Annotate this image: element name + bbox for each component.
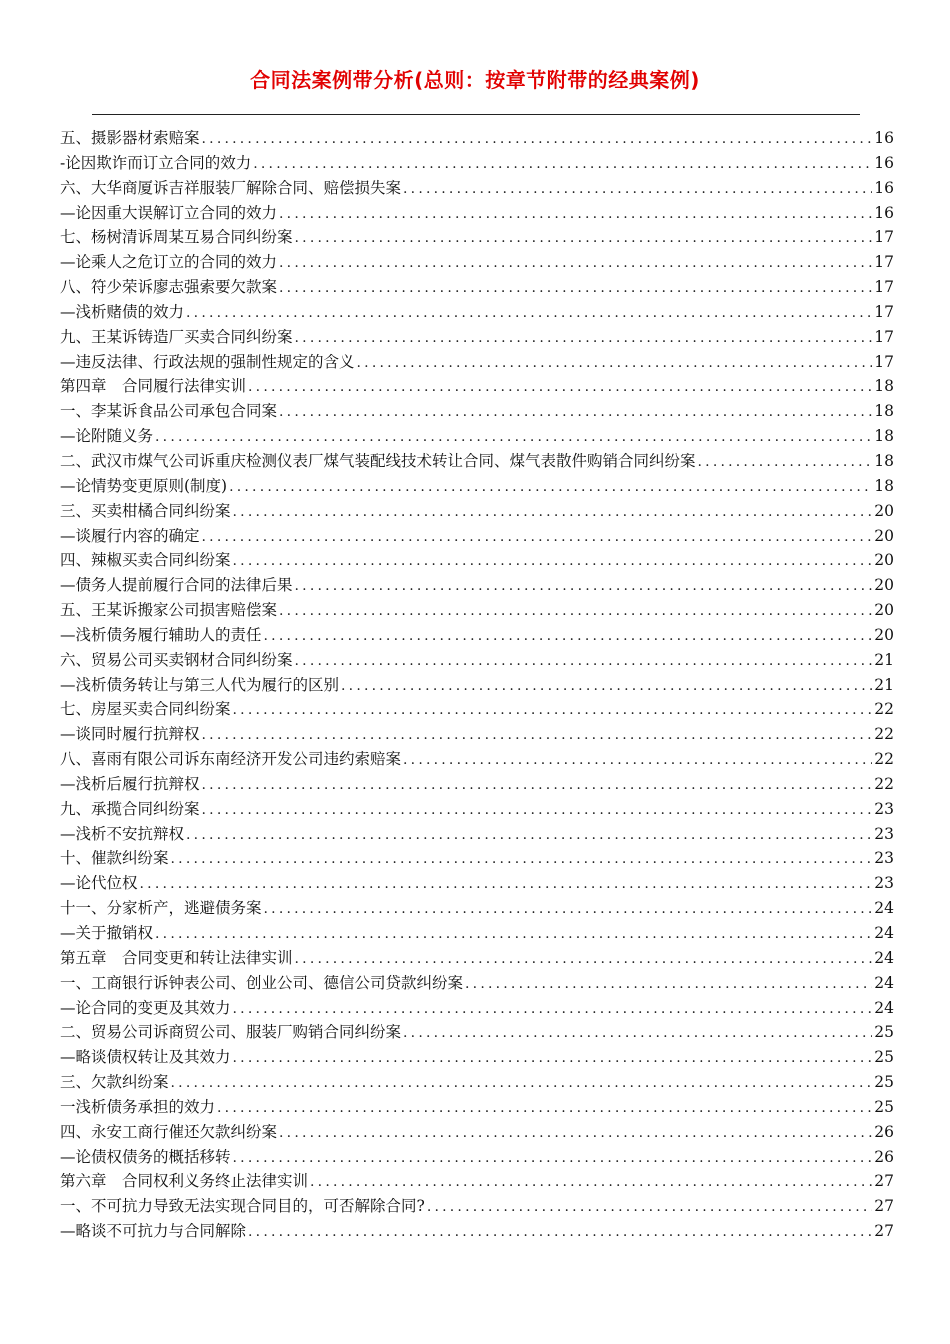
toc-entry-title: 十、催款纠纷案 (60, 849, 169, 868)
toc-page-number: 18 (874, 451, 894, 470)
toc-entry-title: 三、欠款纠纷案 (60, 1073, 169, 1092)
toc-page-number: 26 (874, 1122, 894, 1141)
toc-entry[interactable] (60, 846, 894, 871)
toc-page-number: 25 (874, 1048, 894, 1067)
toc-page-number: 26 (874, 1147, 894, 1166)
toc-dot-leader (279, 202, 872, 227)
toc-entry-title: —浅析赌债的效力 (60, 302, 185, 321)
toc-entry[interactable] (60, 1095, 894, 1120)
toc-dot-leader (295, 326, 873, 351)
toc-page-number: 17 (874, 278, 894, 297)
toc-entry-title: 五、摄影器材索赔案 (60, 129, 200, 147)
toc-dot-leader (279, 1121, 872, 1146)
toc-entry-title: 七、杨树清诉周某互易合同纠纷案 (60, 228, 293, 247)
toc-page-number: 25 (874, 1097, 894, 1116)
toc-entry[interactable] (60, 1045, 894, 1070)
toc-dot-leader (186, 823, 872, 848)
toc-page-number: 17 (874, 352, 894, 371)
toc-entry[interactable] (60, 126, 894, 151)
toc-page-number: 20 (874, 601, 894, 620)
toc-page-number: 24 (874, 899, 894, 918)
toc-dot-leader (233, 500, 873, 525)
toc-dot-leader (295, 649, 873, 674)
toc-dot-leader (264, 897, 873, 922)
toc-page-number: 24 (874, 924, 894, 942)
toc-dot-leader (233, 997, 873, 1022)
toc-entry-title: 一浅析债务承担的效力 (60, 1097, 216, 1116)
toc-page-number: 20 (874, 625, 894, 644)
toc-entry-title: 二、贸易公司诉商贸公司、服装厂购销合同纠纷案 (60, 1023, 402, 1042)
toc-page-number: 20 (874, 551, 894, 570)
toc-page-number: 23 (874, 874, 894, 893)
toc-entry[interactable] (60, 474, 894, 499)
toc-page-number: 25 (874, 1023, 894, 1042)
toc-entry[interactable] (60, 722, 894, 747)
toc-entry-title: 十一、分家析产，逃避债务案 (60, 899, 262, 918)
toc-entry-title: 一、不可抗力导致无法实现合同目的，可否解除合同? (60, 1197, 425, 1216)
toc-dot-leader (202, 127, 873, 152)
toc-entry[interactable] (60, 1219, 894, 1244)
toc-dot-leader (403, 748, 872, 773)
toc-dot-leader (264, 624, 873, 649)
toc-page-number: 27 (874, 1172, 894, 1191)
toc-entry[interactable] (60, 300, 894, 325)
toc-dot-leader (248, 1220, 872, 1245)
toc-entry-title: 六、贸易公司买卖钢材合同纠纷案 (60, 650, 293, 669)
toc-entry[interactable] (60, 449, 894, 474)
toc-entry[interactable] (60, 374, 894, 399)
toc-entry-title: —债务人提前履行合同的法律后果 (60, 576, 293, 595)
toc-entry-title: 二、武汉市煤气公司诉重庆检测仪表厂煤气装配线技术转让合同、煤气表散件购销合同纠纷案 (60, 451, 696, 470)
toc-entry[interactable] (60, 1120, 894, 1145)
toc-page-number: 27 (874, 1197, 894, 1216)
toc-entry[interactable] (60, 871, 894, 896)
toc-entry[interactable] (60, 1145, 894, 1170)
toc-entry-title: —略谈不可抗力与合同解除 (60, 1222, 247, 1241)
toc-page-number: 21 (874, 650, 894, 669)
toc-entry[interactable] (60, 822, 894, 847)
toc-entry-title: —略谈债权转让及其效力 (60, 1048, 231, 1067)
toc-entry[interactable] (60, 896, 894, 921)
toc-entry[interactable] (60, 499, 894, 524)
toc-entry-title: 四、永安工商行催还欠款纠纷案 (60, 1122, 278, 1141)
toc-dot-leader (279, 276, 872, 301)
toc-entry-title: —论因重大误解订立合同的效力 (60, 203, 278, 222)
toc-entry-title: 九、承揽合同纠纷案 (60, 799, 200, 818)
toc-page-number: 24 (874, 998, 894, 1017)
toc-entry[interactable] (60, 797, 894, 822)
toc-page-number: 18 (874, 377, 894, 396)
toc-dot-leader (341, 674, 872, 699)
toc-entry-title: —论乘人之危订立的合同的效力 (60, 253, 278, 272)
toc-page-number: 16 (874, 203, 894, 222)
toc-dot-leader (295, 574, 873, 599)
toc-entry[interactable] (60, 971, 894, 996)
toc-dot-leader (357, 351, 873, 376)
toc-dot-leader (233, 549, 873, 574)
toc-entry[interactable] (60, 747, 894, 772)
toc-page-number: 23 (874, 849, 894, 868)
toc-entry-title: 第四章 合同履行法律实训 (60, 377, 247, 396)
toc-dot-leader (171, 1071, 873, 1096)
toc-dot-leader (217, 1096, 872, 1121)
toc-entry[interactable] (60, 1169, 894, 1194)
toc-entry-title: —谈同时履行抗辩权 (60, 725, 200, 744)
toc-dot-leader (698, 450, 873, 475)
toc-dot-leader (229, 475, 872, 500)
toc-dot-leader (403, 177, 872, 202)
document-title: 合同法案例带分析(总则：按章节附带的经典案例) (250, 68, 700, 92)
toc-entry[interactable] (60, 921, 894, 946)
toc-entry[interactable] (60, 350, 894, 375)
toc-dot-leader (155, 425, 872, 450)
toc-page-number: 22 (874, 725, 894, 744)
toc-page-number: 21 (874, 675, 894, 694)
toc-dot-leader (279, 599, 872, 624)
toc-dot-leader (253, 152, 872, 177)
toc-dot-leader (171, 847, 873, 872)
toc-entry[interactable] (60, 424, 894, 449)
toc-entry[interactable] (60, 598, 894, 623)
toc-entry[interactable] (60, 225, 894, 250)
toc-page-number: 17 (874, 302, 894, 321)
toc-entry-title: 六、大华商厦诉吉祥服装厂解除合同、赔偿损失案 (60, 178, 402, 197)
toc-page-number: 23 (874, 824, 894, 843)
toc-page-number: 24 (874, 948, 894, 967)
toc-page-number: 17 (874, 327, 894, 346)
toc-entry[interactable] (60, 548, 894, 573)
toc-page-number: 18 (874, 402, 894, 421)
title-divider (92, 114, 860, 115)
toc-dot-leader (202, 525, 873, 550)
toc-page-number: 25 (874, 1073, 894, 1092)
toc-dot-leader (310, 1170, 872, 1195)
toc-page-number: 20 (874, 576, 894, 595)
toc-page-number: 17 (874, 253, 894, 272)
toc-entry[interactable] (60, 524, 894, 549)
toc-page-number: 22 (874, 774, 894, 793)
toc-entry-title: —违反法律、行政法规的强制性规定的含义 (60, 352, 355, 371)
toc-entry-title: —关于撤销权 (60, 924, 154, 942)
toc-entry-title: —浅析后履行抗辩权 (60, 774, 200, 793)
toc-entry[interactable] (60, 573, 894, 598)
toc-entry-title: 一、工商银行诉钟表公司、创业公司、德信公司贷款纠纷案 (60, 973, 464, 992)
toc-page-number: 27 (874, 1222, 894, 1241)
toc-dot-leader (186, 301, 872, 326)
toc-dot-leader (279, 251, 872, 276)
toc-entry-title: —论债权债务的概括移转 (60, 1147, 231, 1166)
toc-entry[interactable] (60, 176, 894, 201)
toc-entry[interactable] (60, 275, 894, 300)
toc-entry-title: —浅析债务履行辅助人的责任 (60, 625, 262, 644)
toc-dot-leader (155, 922, 872, 947)
toc-entry-title: 三、买卖柑橘合同纠纷案 (60, 501, 231, 520)
toc-dot-leader (295, 947, 873, 972)
toc-dot-leader (248, 375, 872, 400)
toc-entry-title: 四、辣椒买卖合同纠纷案 (60, 551, 231, 570)
toc-entry-title: 九、王某诉铸造厂买卖合同纠纷案 (60, 327, 293, 346)
toc-entry-title: -论因欺诈而订立合同的效力 (60, 153, 252, 172)
toc-dot-leader (427, 1195, 872, 1220)
toc-entry[interactable] (60, 772, 894, 797)
toc-page-number: 20 (874, 526, 894, 545)
toc-entry-title: 八、喜雨有限公司诉东南经济开发公司违约索赔案 (60, 750, 402, 769)
toc-entry-title: 五、王某诉搬家公司损害赔偿案 (60, 601, 278, 620)
toc-entry[interactable] (60, 325, 894, 350)
toc-dot-leader (465, 972, 872, 997)
toc-entry[interactable] (60, 673, 894, 698)
toc-page-number: 18 (874, 427, 894, 446)
toc-entry[interactable] (60, 996, 894, 1021)
toc-entry-title: —浅析债务转让与第三人代为履行的区别 (60, 675, 340, 694)
toc-dot-leader (202, 773, 873, 798)
toc-page-number: 24 (874, 973, 894, 992)
toc-page-number: 17 (874, 228, 894, 247)
toc-dot-leader (403, 1021, 872, 1046)
toc-entry-title: —论附随义务 (60, 427, 154, 446)
toc-page-number: 16 (874, 129, 894, 147)
toc-entry[interactable] (60, 1070, 894, 1095)
toc-entry[interactable] (60, 1194, 894, 1219)
toc-entry-title: 一、李某诉食品公司承包合同案 (60, 402, 278, 421)
toc-page-number: 22 (874, 750, 894, 769)
toc-entry[interactable] (60, 250, 894, 275)
toc-entry[interactable] (60, 399, 894, 424)
toc-entry[interactable] (60, 623, 894, 648)
toc-entry-title: —谈履行内容的确定 (60, 526, 200, 545)
toc-entry-title: 第五章 合同变更和转让法律实训 (60, 948, 293, 967)
toc-dot-leader (202, 798, 873, 823)
toc-dot-leader (233, 1146, 873, 1171)
toc-dot-leader (140, 872, 873, 897)
toc-entry[interactable] (60, 1020, 894, 1045)
toc-entry-title: —论情势变更原则(制度) (60, 476, 228, 495)
toc-dot-leader (202, 723, 873, 748)
toc-dot-leader (233, 1046, 873, 1071)
toc-entry-title: 第六章 合同权利义务终止法律实训 (60, 1172, 309, 1191)
toc-dot-leader (279, 400, 872, 425)
toc-page-number: 16 (874, 153, 894, 172)
toc-entry[interactable] (60, 648, 894, 673)
toc-entry[interactable] (60, 201, 894, 226)
toc-page-number: 22 (874, 700, 894, 719)
toc-entry-title: —论合同的变更及其效力 (60, 998, 231, 1017)
toc-entry-title: —浅析不安抗辩权 (60, 824, 185, 843)
toc-entry-title: 八、符少荣诉廖志强索要欠款案 (60, 278, 278, 297)
toc-page-number: 16 (874, 178, 894, 197)
toc-dot-leader (233, 698, 873, 723)
toc-entry-title: 七、房屋买卖合同纠纷案 (60, 700, 231, 719)
toc-dot-leader (295, 226, 873, 251)
table-of-contents (60, 126, 894, 1244)
toc-entry-title: —论代位权 (60, 874, 138, 893)
toc-entry[interactable] (60, 697, 894, 722)
toc-entry[interactable] (60, 946, 894, 971)
toc-entry[interactable] (60, 151, 894, 176)
toc-page-number: 18 (874, 476, 894, 495)
toc-page-number: 20 (874, 501, 894, 520)
toc-page-number: 23 (874, 799, 894, 818)
